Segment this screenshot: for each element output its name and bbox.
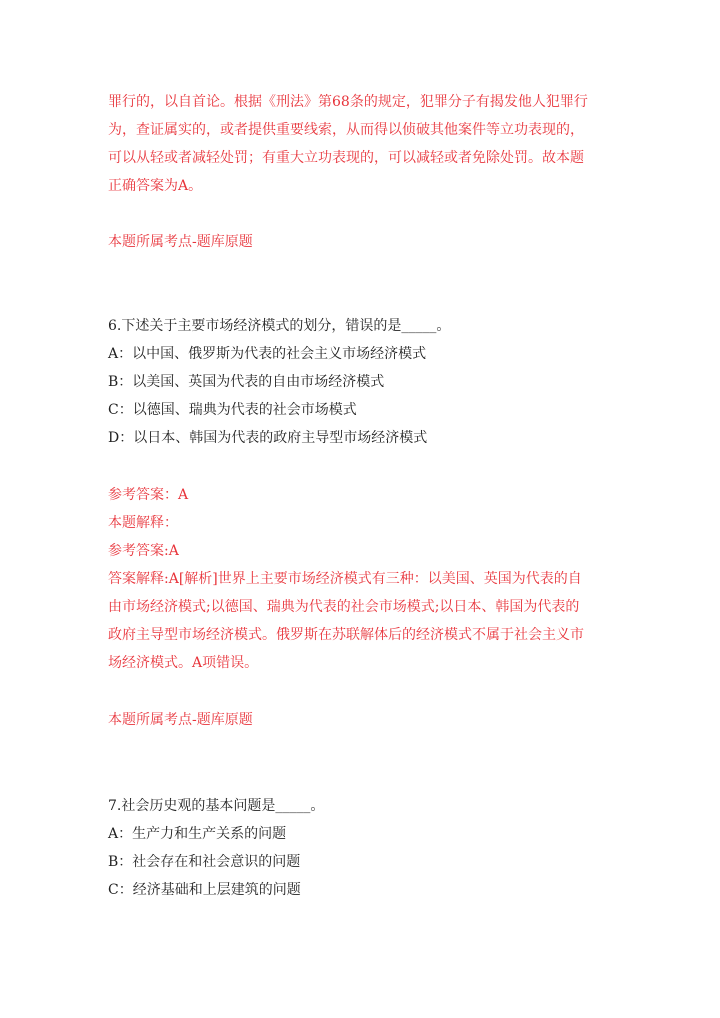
- q6-option-a: A：以中国、俄罗斯为代表的社会主义市场经济模式: [108, 346, 427, 362]
- q6-explanation-line-1: 答案解释:A[解析]世界上主要市场经济模式有三种：以美国、英国为代表的自: [108, 571, 582, 587]
- q7-question: 7.社会历史观的基本问题是_____。: [108, 798, 325, 814]
- prev-explanation-line-4: 正确答案为A。: [108, 178, 203, 194]
- q6-ref-answer-2: 参考答案:A: [108, 543, 179, 559]
- q6-source: 本题所属考点-题库原题: [108, 712, 253, 728]
- q7-option-a: A：生产力和生产关系的问题: [108, 826, 287, 842]
- prev-explanation-line-1: 罪行的，以自首论。根据《刑法》第68条的规定，犯罪分子有揭发他人犯罪行: [108, 94, 588, 110]
- prev-explanation-line-2: 为，查证属实的，或者提供重要线索，从而得以侦破其他案件等立功表现的，: [108, 122, 584, 138]
- q7-option-b: B：社会存在和社会意识的问题: [108, 854, 301, 870]
- q6-question: 6.下述关于主要市场经济模式的划分，错误的是_____。: [108, 318, 451, 334]
- prev-explanation-line-3: 可以从轻或者减轻处罚；有重大立功表现的，可以减轻或者免除处罚。故本题: [108, 150, 584, 166]
- q7-option-c: C：经济基础和上层建筑的问题: [108, 882, 301, 898]
- q6-explanation-line-2: 由市场经济模式;以德国、瑞典为代表的社会市场模式;以日本、韩国为代表的: [108, 599, 580, 615]
- q6-explanation-line-3: 政府主导型市场经济模式。俄罗斯在苏联解体后的经济模式不属于社会主义市: [108, 627, 584, 643]
- q6-explanation-line-4: 场经济模式。A项错误。: [108, 655, 259, 671]
- q6-option-d: D：以日本、韩国为代表的政府主导型市场经济模式: [108, 430, 428, 446]
- q6-explain-label: 本题解释：: [108, 515, 178, 531]
- q6-option-b: B：以美国、英国为代表的自由市场经济模式: [108, 374, 385, 390]
- q6-option-c: C：以德国、瑞典为代表的社会市场模式: [108, 402, 357, 418]
- prev-source: 本题所属考点-题库原题: [108, 234, 253, 250]
- q6-ref-answer: 参考答案：A: [108, 487, 189, 503]
